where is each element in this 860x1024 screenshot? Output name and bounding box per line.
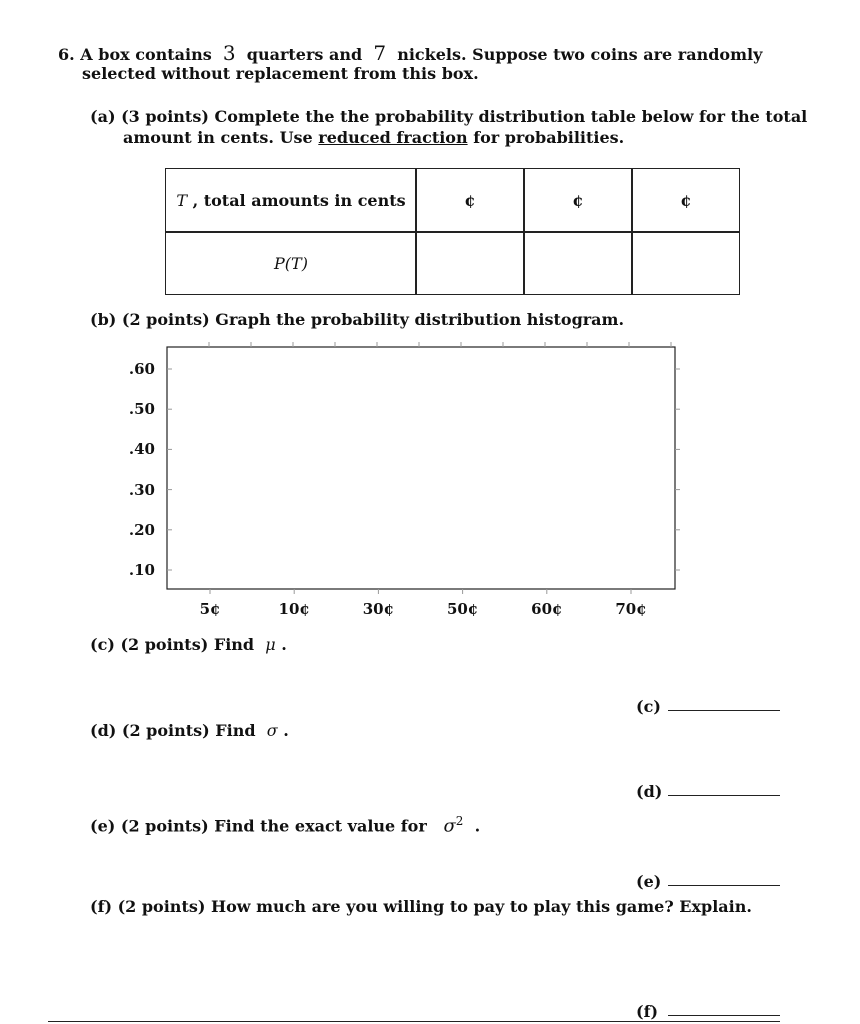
problem-number: 6. xyxy=(58,45,75,64)
part-b-text: Graph the probability distribution histogram. xyxy=(215,310,625,329)
part-e-end: . xyxy=(474,816,481,836)
table-cents-cell-3[interactable]: ¢ xyxy=(680,191,692,210)
y-tick-label: .50 xyxy=(128,400,155,419)
part-d-label: (d) (2 points) xyxy=(90,721,210,740)
quarters-count: 3 xyxy=(222,41,236,65)
part-e-line xyxy=(90,810,480,837)
y-tick-label: .60 xyxy=(128,360,155,378)
part-a-text-2b: for probabilities. xyxy=(473,128,625,147)
reduced-fraction-link: reduced fraction xyxy=(318,128,468,147)
part-a-text-2a: amount in cents. Use xyxy=(123,128,313,147)
part-a-label: (a) (3 points) xyxy=(90,107,209,126)
y-tick-label: .10 xyxy=(128,561,155,579)
part-c-text: Find xyxy=(213,635,255,654)
part-f-line xyxy=(90,896,752,918)
answer-f-label: (f) xyxy=(636,1002,659,1021)
problem-text-1b: quarters and xyxy=(246,45,363,64)
table-cents-cell-2[interactable]: ¢ xyxy=(572,191,584,210)
table-pt-label: P(T) xyxy=(274,253,308,273)
answer-e-line[interactable] xyxy=(668,885,780,886)
answer-d-label: (d) xyxy=(636,782,663,801)
problem-text-1a: A box contains xyxy=(80,45,212,64)
part-c-end: . xyxy=(281,635,287,654)
part-a-text-1: Complete the the probability distribution table below for the total xyxy=(214,107,808,126)
chart-ticks xyxy=(167,342,680,594)
part-c-label: (c) (2 points) xyxy=(90,635,209,654)
answer-d-line[interactable] xyxy=(668,795,780,796)
y-tick-label: .40 xyxy=(128,440,155,459)
problem-text-1c: nickels. Suppose two coins are randomly xyxy=(397,45,763,64)
y-tick-label: .20 xyxy=(128,520,155,539)
part-b-label: (b) (2 points) xyxy=(90,310,210,329)
part-f-text: How much are you willing to pay to play this game? Explain. xyxy=(210,897,752,916)
x-tick-label: 50¢ xyxy=(446,600,479,618)
part-e-label: (e) (2 points) xyxy=(90,816,209,836)
chart-frame xyxy=(167,347,675,589)
x-tick-label: 30¢ xyxy=(362,600,395,618)
part-c-line xyxy=(90,634,287,656)
page-bottom-rule xyxy=(48,1021,780,1022)
table-cents-cell-1[interactable]: ¢ xyxy=(464,191,476,210)
answer-e-label: (e) xyxy=(636,872,662,891)
y-tick-label: .30 xyxy=(128,480,155,499)
x-tick-label: 10¢ xyxy=(278,600,310,618)
table-var-t: T xyxy=(176,191,188,210)
mu-symbol: μ xyxy=(265,635,276,654)
part-e-text: Find the exact value for xyxy=(214,816,427,836)
nickels-count: 7 xyxy=(373,41,387,65)
part-d-text: Find xyxy=(215,721,256,740)
problem-line-2: selected without replacement from this box. xyxy=(82,64,479,83)
x-tick-label: 60¢ xyxy=(531,600,563,618)
answer-f-line[interactable] xyxy=(668,1015,780,1016)
part-f-label: (f) (2 points) xyxy=(90,897,206,916)
sigma-exponent: 2 xyxy=(455,814,464,828)
sigma-squared-symbol: σ xyxy=(443,815,456,837)
answer-c-line[interactable] xyxy=(668,710,780,711)
part-d-line xyxy=(90,720,289,742)
part-d-end: . xyxy=(283,721,289,740)
x-tick-label: 70¢ xyxy=(615,600,647,618)
x-tick-label: 5¢ xyxy=(199,600,221,618)
answer-c-label: (c) xyxy=(636,697,661,716)
sigma-symbol: σ xyxy=(266,721,278,740)
table-header-text: , total amounts in cents xyxy=(192,191,406,210)
